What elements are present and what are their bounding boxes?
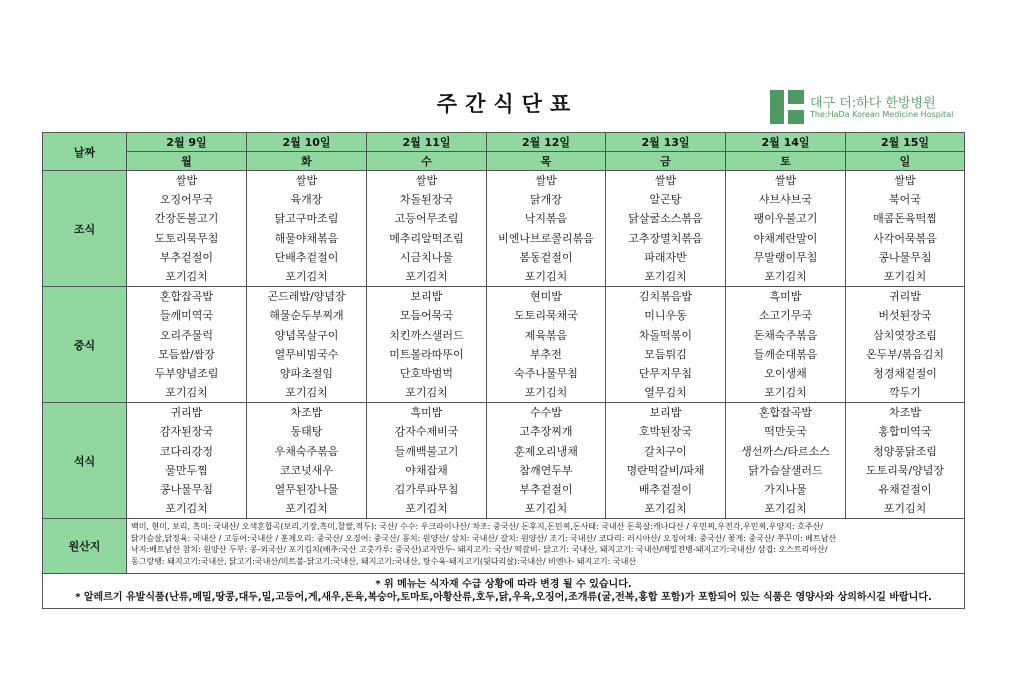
date-cell: 2월 12일: [487, 133, 606, 152]
menu-item: 포기김치: [644, 502, 687, 516]
menu-item: 호박된장국: [638, 425, 693, 439]
origin-line: 동그랑땡: 돼지고기:국내산, 닭고기:국내산/미트볼-닭고기:국내산, 돼지고기:국내산, 탕수육-돼지고기(뒷다리살):국내산/ 비엔나- 돼지고기: 국내산: [131, 556, 637, 566]
weekday-cell: 토: [726, 152, 846, 171]
menu-item: 부추전: [530, 347, 562, 361]
menu-item: 닭개장: [530, 193, 562, 207]
menu-item: 양파초절임: [279, 366, 334, 380]
menu-item: 비엔나브로콜리볶음: [498, 231, 594, 245]
menu-item: 콩나물무침: [159, 483, 214, 496]
menu-item: 흑미밥: [410, 406, 443, 420]
menu-cell: [127, 287, 247, 403]
menu-item: 모듬어묵국: [399, 309, 454, 323]
menu-item: 숙주나물무침: [514, 366, 578, 380]
menu-item: 양념목살구이: [274, 328, 339, 342]
menu-item: 포기김치: [524, 269, 568, 283]
origin-line: 백미, 현미, 보리, 흑미: 국내산/ 오색혼합곡(보리,기장,흑미,찰쌀,적두): 국산/ 수수: 우크라이나산/ 차조: 중국산/ 돈후지,돈민찌,돈사태: 국내산 돈목살:캐나다산 / 우민찌,우전각,우민찌,우양지: 호주산/: [131, 522, 824, 532]
menu-item: 명란떡갈비/파채: [626, 463, 705, 477]
menu-item: 오이생채: [764, 366, 807, 380]
menu-cell: [487, 403, 606, 519]
menu-item: 차조밥: [889, 406, 921, 420]
menu-item: 들깨미역국: [159, 309, 214, 323]
menu-cell: [726, 171, 846, 287]
menu-item: 포기김치: [405, 502, 448, 516]
menu-item: 쌀밥: [894, 174, 916, 187]
menu-item: 포기김치: [764, 269, 807, 283]
weekday-cell: 금: [606, 152, 726, 171]
menu-item: 샤브샤브국: [758, 193, 813, 207]
meal-row: [43, 403, 965, 519]
menu-item: 흑미밥: [769, 290, 802, 304]
menu-item: 고추장찌개: [519, 425, 573, 439]
menu-item: 소고기무국: [758, 309, 813, 323]
menu-item: 고등어무조림: [394, 212, 459, 226]
menu-item: 포기김치: [285, 269, 328, 283]
menu-item: 육개장: [290, 193, 323, 207]
menu-item: 단배추겉절이: [274, 250, 339, 264]
menu-item: 열무된장나물: [274, 483, 339, 496]
origin-row: [43, 519, 965, 574]
menu-item: 물만두찜: [165, 463, 208, 477]
menu-item: 치킨까스샐러드: [389, 328, 464, 342]
menu-item: 가지나물: [764, 483, 807, 496]
menu-item: 닭살굴소스볶음: [628, 212, 703, 226]
menu-item: 시금치나물: [399, 250, 454, 264]
day-row: [43, 152, 965, 171]
menu-item: 쌀밥: [535, 174, 557, 187]
menu-item: 수수밥: [530, 406, 562, 420]
menu-item: 귀리밥: [170, 406, 203, 420]
menu-item: 쌀밥: [415, 174, 438, 187]
menu-item: 포기김치: [883, 502, 927, 516]
meal-label: 중식: [43, 287, 127, 403]
weekday-cell: 목: [487, 152, 606, 171]
menu-item: 메추리알떡조림: [389, 231, 464, 245]
menu-item: 쌀밥: [175, 174, 198, 187]
menu-item: 유채겉절이: [878, 483, 932, 496]
menu-item: 팽이우불고기: [753, 212, 818, 226]
weekday-cell: 월: [127, 152, 247, 171]
menu-item: 코다리강정: [159, 444, 214, 458]
menu-item: 매콤돈육떡찜: [873, 212, 937, 226]
menu-item: 김치볶음밥: [638, 290, 693, 304]
menu-item: 삼치엿장조림: [873, 328, 937, 342]
weekday-cell: 수: [367, 152, 487, 171]
menu-item: 낙지볶음: [524, 212, 568, 226]
menu-item: 들깨순대볶음: [753, 347, 818, 361]
weekday-cell: 화: [247, 152, 367, 171]
date-cell: 2월 13일: [606, 133, 726, 152]
menu-item: 오리주물럭: [159, 328, 214, 342]
menu-item: 포기김치: [165, 386, 208, 400]
notes-row: [43, 574, 965, 609]
menu-item: 온두부/볶음김치: [865, 347, 945, 361]
meal-label: 석식: [43, 403, 127, 519]
meal-row: [43, 287, 965, 403]
menu-item: 깍두기: [889, 386, 921, 400]
menu-cell: [726, 403, 846, 519]
menu-item: 두부양념조림: [154, 366, 219, 380]
menu-item: 콩나물무침: [878, 250, 932, 264]
menu-cell: [127, 403, 247, 519]
meal-label: 조식: [43, 171, 127, 287]
origin-info: [127, 519, 965, 574]
date-cell: 2월 10일: [247, 133, 367, 152]
menu-item: 단호박범벅: [399, 366, 454, 380]
menu-item: 떡만둣국: [764, 425, 807, 439]
menu-cell: [367, 403, 487, 519]
menu-item: 닭가슴살샐러드: [748, 463, 823, 477]
menu-item: 훈제오리냉채: [514, 444, 578, 458]
menu-item: 생선까스/타르소스: [741, 444, 830, 458]
origin-label: 원산지: [43, 519, 127, 574]
menu-cell: [247, 403, 367, 519]
menu-item: 열무김치: [644, 386, 687, 400]
menu-cell: [606, 403, 726, 519]
menu-cell: [606, 171, 726, 287]
menu-item: 혼합잡곡밥: [159, 290, 214, 304]
menu-cell: [127, 171, 247, 287]
menu-item: 보리밥: [649, 406, 682, 420]
menu-item: 제육볶음: [524, 328, 568, 342]
menu-item: 무말랭이무침: [753, 250, 818, 264]
menu-item: 김가루파무침: [394, 483, 459, 496]
menu-item: 미니우동: [644, 309, 687, 323]
menu-item: 포기김치: [405, 386, 448, 400]
menu-item: 알곤탕: [649, 193, 682, 207]
meal-row: [43, 171, 965, 287]
weekday-cell: 일: [846, 152, 965, 171]
menu-item: 청양풍닭조림: [873, 444, 937, 458]
menu-item: 포기김치: [764, 386, 807, 400]
menu-item: 현미밥: [530, 290, 562, 304]
menu-item: 돈채숙주볶음: [753, 328, 818, 342]
date-cell: 2월 15일: [846, 133, 965, 152]
page-title: 주간식단표: [436, 92, 579, 116]
menu-item: 감자수제비국: [394, 425, 459, 439]
menu-item: 차돌된장국: [399, 193, 454, 207]
menu-item: 오징어무국: [159, 193, 214, 207]
menu-item: 쌀밥: [295, 174, 318, 187]
menu-cell: [846, 403, 965, 519]
menu-item: 차조밥: [290, 406, 323, 420]
menu-cell: [487, 171, 606, 287]
menu-item: 참깨연두부: [519, 463, 573, 477]
menu-item: 야채잡채: [405, 463, 448, 477]
date-cell: 2월 14일: [726, 133, 846, 152]
menu-item: 포기김치: [285, 386, 328, 400]
origin-line: 닭가슴살,닭정육: 국내산 / 고등어:국내산 / 훈제오리: 중국산/ 오징어: 중국산/ 꽁치: 원양산/ 삼치: 국내산/ 갈치: 원양산/ 조기: 국내산/ 코다리: 러시아산/ 오징어채: 중국산/ 꽃게: 중국산/ 쭈꾸미: 베트남산: [131, 533, 837, 543]
note-line: * 알레르기 유발식품(난류,메밀,땅콩,대두,밀,고등어,게,새우,돈육,복숭아,토마토,아황산류,호두,닭,우육,오징어,조개류(굴,전복,홍합 포함)가 포함되어 있는 식품은 영양사와 상의하시길 바랍니다.: [75, 592, 932, 604]
menu-item: 들깨백불고기: [394, 444, 459, 458]
menu-cell: [726, 287, 846, 403]
menu-item: 포기김치: [764, 502, 807, 516]
menu-item: 포기김치: [524, 386, 568, 400]
hospital-logo-icon: [770, 90, 804, 124]
menu-item: 야채계란말이: [753, 231, 818, 245]
menu-cell: [247, 171, 367, 287]
menu-item: 버섯된장국: [878, 309, 932, 323]
menu-item: 모듬쌈/쌈장: [158, 347, 215, 361]
menu-item: 닭고구마조림: [274, 212, 339, 226]
menu-item: 배추겉절이: [638, 483, 693, 496]
menu-cell: [846, 287, 965, 403]
menu-item: 보리밥: [410, 290, 443, 304]
menu-item: 쌀밥: [654, 174, 677, 187]
menu-item: 감자된장국: [159, 425, 214, 439]
menu-item: 미트볼라따뚜이: [389, 347, 464, 361]
menu-item: 코코넛새우: [279, 463, 334, 477]
menu-item: 도토리묵무침: [154, 231, 219, 245]
menu-item: 포기김치: [883, 269, 927, 283]
menu-item: 동태탕: [290, 425, 323, 439]
menu-item: 포기김치: [165, 269, 208, 283]
menu-cell: [487, 287, 606, 403]
menu-item: 북어국: [889, 193, 921, 207]
menu-item: 포기김치: [524, 502, 568, 516]
menu-item: 단무지무침: [638, 366, 693, 380]
menu-item: 혼합잡곡밥: [758, 406, 813, 420]
menu-item: 파래자반: [644, 250, 687, 264]
logo-name: 대구 더:하다 한방병원: [810, 96, 936, 111]
menu-item: 해물야채볶음: [274, 231, 339, 245]
menu-item: 우채숙주볶음: [274, 444, 339, 458]
menu-item: 귀리밥: [889, 290, 921, 304]
menu-item: 부추겉절이: [159, 250, 214, 264]
menu-cell: [247, 287, 367, 403]
date-row: [43, 133, 965, 152]
menu-cell: [367, 287, 487, 403]
menu-item: 곤드레밥/양념장: [267, 290, 346, 304]
menu-item: 포기김치: [644, 269, 687, 283]
date-cell: 2월 11일: [367, 133, 487, 152]
date-cell: 2월 9일: [127, 133, 247, 152]
date-header: 날짜: [43, 133, 127, 171]
notes: [43, 574, 965, 609]
menu-cell: [606, 287, 726, 403]
menu-item: 열무비빔국수: [274, 347, 339, 361]
menu-item: 포기김치: [285, 502, 328, 516]
menu-item: 홍합미역국: [878, 425, 932, 439]
menu-item: 도토리묵/양념장: [865, 463, 945, 477]
menu-item: 도토리묵채국: [514, 309, 578, 323]
menu-item: 포기김치: [165, 502, 208, 516]
menu-item: 청경채겉절이: [873, 366, 937, 380]
menu-item: 모듬튀김: [644, 347, 687, 361]
menu-item: 차돌떡볶이: [638, 328, 693, 342]
menu-item: 쌀밥: [774, 174, 797, 187]
menu-cell: [367, 171, 487, 287]
logo-subtitle: The:HaDa Korean Medicine Hospital: [810, 110, 954, 119]
origin-line: 낙지:베트남산 참치: 원양산 두부: 콩-외국산/ 포기김치(배추:국산 고춧가루: 중국산)교자만두- 돼지고기: 국산/ 떡갈비- 닭고기: 국내산, 돼지고기: 국내산/메밀전병-돼지고기:국내산/ 삼겹: 오스트리아산/: [131, 545, 828, 555]
menu-item: 봄동겉절이: [519, 250, 573, 264]
note-line: * 위 메뉴는 식자재 수급 상황에 따라 변경 될 수 있습니다.: [375, 579, 632, 591]
menu-item: 부추겉절이: [519, 483, 573, 496]
menu-item: 해물순두부찌개: [269, 309, 344, 323]
menu-item: 사각어묵볶음: [873, 231, 937, 245]
weekly-menu-table: [42, 132, 965, 609]
menu-item: 고추장멸치볶음: [628, 231, 703, 245]
menu-cell: [846, 171, 965, 287]
menu-item: 갈치구이: [644, 444, 687, 458]
menu-item: 포기김치: [405, 269, 448, 283]
menu-item: 간장돈불고기: [154, 212, 219, 226]
